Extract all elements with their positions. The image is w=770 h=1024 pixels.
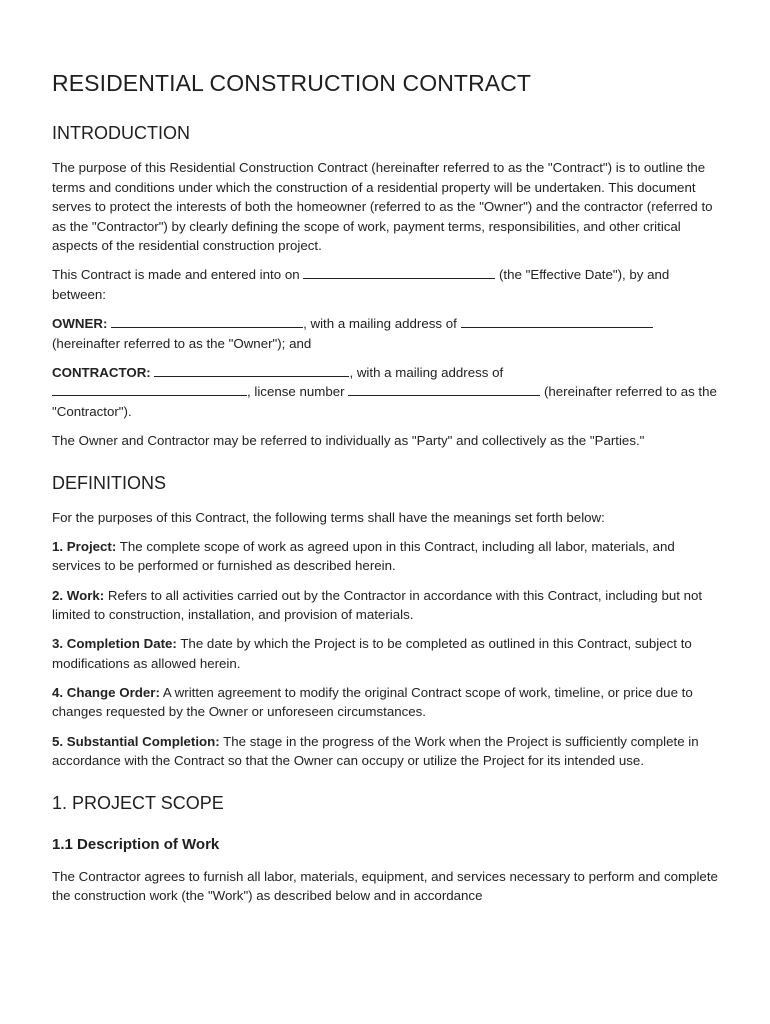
contractor-license-blank [348, 382, 540, 396]
definition-text: The date by which the Project is to be completed as outlined in this Contract, subject to modifications as allowed herein. [52, 636, 692, 671]
definition-text: The stage in the progress of the Work when the Project is sufficiently complete in accordance with the Contract so that the Owner can occupy or utilize the Project for its intended use. [52, 733, 699, 769]
introduction-paragraph: The purpose of this Residential Construction Contract (hereinafter referred to as the "Contract") is to outline the terms and conditions under which the construction of a residential property will be undertaken. This document serves to protect the interests of both the homeowner (referred to as the "Owner") and the contractor (referred to as the "Contractor") by clearly defining the scope of work, payment terms, responsibilities, and other critical aspects of the residential construction project. [52, 160, 713, 254]
definition-item [52, 634, 720, 673]
contractor-license-text: , license number [247, 384, 349, 400]
definition-term: 3. Completion Date: [52, 636, 177, 652]
document-title: RESIDENTIAL CONSTRUCTION CONTRACT [52, 70, 532, 96]
owner-end-text: (hereinafter referred to as the "Owner"); and [52, 335, 312, 351]
contract-page [52, 70, 720, 915]
effective-date-text-after: (the "Effective Date"), by and between: [52, 267, 670, 303]
owner-address-blank [461, 314, 653, 328]
definition-term: 4. Change Order: [52, 684, 160, 700]
introduction-heading: INTRODUCTION [52, 123, 190, 143]
owner-paragraph [52, 314, 720, 353]
contractor-paragraph [52, 363, 720, 422]
effective-date-blank [303, 265, 495, 279]
contractor-name-blank [154, 363, 349, 377]
definition-text: Refers to all activities carried out by the Contractor in accordance with this Contract, including but not limited to construction, installation, and provision of materials. [52, 587, 703, 623]
owner-mid-text: , with a mailing address of [303, 316, 461, 332]
definition-term: 5. Substantial Completion: [52, 733, 220, 749]
description-of-work-paragraph: The Contractor agrees to furnish all labor, materials, equipment, and services necessary to perform and complete the construction work (the "Work") as described below and in accordance [52, 868, 718, 904]
definition-text: A written agreement to modify the original Contract scope of work, timeline, or price due to changes requested by the Owner or unforeseen circumstances. [52, 684, 693, 720]
contractor-end-text: (hereinafter referred to as the "Contractor"). [52, 384, 717, 420]
parties-paragraph: The Owner and Contractor may be referred to individually as "Party" and collectively as the "Parties." [52, 433, 645, 449]
definition-item [52, 537, 720, 576]
definition-text: The complete scope of work as agreed upon in this Contract, including all labor, materials, and services to be performed or furnished as described herein. [52, 538, 675, 574]
definitions-heading: DEFINITIONS [52, 472, 167, 493]
description-of-work-heading: 1.1 Description of Work [52, 835, 220, 853]
contractor-label: CONTRACTOR: [52, 364, 151, 380]
project-scope-heading: 1. PROJECT SCOPE [52, 792, 224, 813]
effective-date-text-before: This Contract is made and entered into on [52, 267, 304, 283]
contractor-mid-text: , with a mailing address of [349, 364, 504, 380]
owner-label: OWNER: [52, 316, 108, 332]
definition-item [52, 586, 720, 625]
owner-name-blank [111, 314, 303, 328]
contractor-address-blank [52, 382, 247, 396]
effective-date-paragraph [52, 265, 720, 304]
definition-term: 1. Project: [52, 538, 117, 554]
definition-term: 2. Work: [52, 587, 105, 603]
definitions-intro: For the purposes of this Contract, the following terms shall have the meanings set forth below: [52, 509, 605, 525]
definition-item [52, 732, 720, 771]
definition-item [52, 683, 720, 722]
